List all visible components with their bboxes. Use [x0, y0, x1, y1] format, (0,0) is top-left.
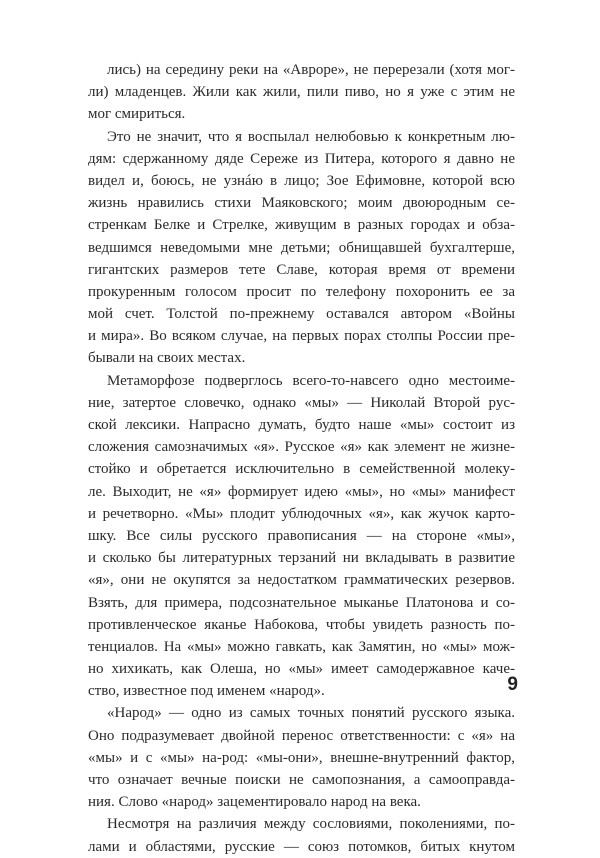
text-line: ской лексики. Напрасно думать, будто наше «мы» состоит из [88, 417, 515, 433]
text-line: лись) на середину реки на «Авроре», не перерезали (хотя мог- [107, 62, 515, 78]
text-line: ведшимся неведомыми мне детьми; обнищавшей бухгалтерше, [88, 239, 515, 256]
text-line: ли) младенцев. Жили как жили, пили пиво, но я уже с этим не [88, 84, 515, 101]
text-line: Метаморфозе подверглось всего-то-навсего одно местоиме- [107, 372, 515, 389]
text-line: Оно подразумевает двойной перенос ответственности: с «я» на [88, 727, 515, 744]
text-line: «мы» и с «мы» на-род: «мы-они», внешне-внутренний фактор, [88, 749, 515, 766]
text-line: ния. Слово «народ» зацементировало народ на века. [88, 794, 421, 811]
text-line: стренкам Белке и Стрелке, живущим в разных городах и обза- [88, 217, 515, 234]
text-line: стойко и обретается исключительно в семейственной молеку- [88, 461, 515, 478]
text-line: ле. Выходит, не «я» формирует идею «мы», но «мы» манифест [88, 483, 515, 500]
text-line: и сколько бы литературных терзаний ни вкладывать в развитие [88, 550, 515, 567]
paragraph [88, 370, 515, 703]
text-line: ство, известное под именем «народ». [88, 683, 325, 700]
text-line: Это не значит, что я воспылал нелюбовью к конкретным лю- [107, 128, 515, 145]
text-line: что означает вечные поиски не самопознания, а самооправда- [88, 772, 515, 788]
text-line: мой счет. Толстой по-прежнему оставался автором «Войны [88, 306, 515, 323]
paragraph [88, 126, 515, 370]
paragraph [88, 702, 515, 813]
text-line: сложения самозначимых «я». Русское «я» как элемент не жизне- [88, 439, 515, 456]
text-line: Несмотря на различия между сословиями, поколениями, по- [107, 816, 515, 833]
page-number: 9 [507, 674, 518, 695]
text-line: прокуренным голосом просит по телефону похоронить ее за [88, 283, 515, 300]
text-line: «я», они не окупятся за недостатком грамматических резервов. [88, 572, 515, 589]
text-line: «Народ» — одно из самых точных понятий русского языка. [107, 705, 515, 722]
text-line: лами и областями, русские — союз потомков, битых кнутом [88, 838, 515, 855]
paragraph [88, 59, 515, 126]
text-line: мог смириться. [88, 106, 186, 123]
text-line: гигантских размеров тете Славе, которая время от времени [88, 261, 515, 278]
text-line: и речетворно. «Мы» плодит ублюдочных «я», как жучок карто- [88, 505, 515, 522]
text-line: но хихикать, как Олеша, но «мы» имеет самодержавное каче- [88, 661, 515, 678]
text-line: бывали на своих местах. [88, 350, 246, 367]
text-line: тенциалов. На «мы» можно гавкать, как Замятин, но «мы» мож- [88, 638, 515, 655]
text-line: шку. Все силы русского правописания — на стороне «мы», [88, 527, 515, 544]
text-line: Взять, для примера, подсознательное мыканье Платонова и со- [88, 594, 515, 611]
text-line: жизнь нравились стихи Маяковского; моим двоюродным се- [88, 195, 515, 212]
paragraph [88, 813, 515, 857]
text-line: ние, затертое словечко, однако «мы» — Николай Второй рус- [88, 394, 515, 411]
text-line: видел и, боюсь, не узнáю в лицо; Зое Ефимовне, которой всю [88, 172, 515, 189]
book-page-text [88, 59, 515, 858]
text-line: и мира». Во всяком случае, на первых порах столпы России пре- [88, 328, 515, 345]
text-line: противленческое яканье Набокова, чтобы увидеть разность по- [88, 616, 515, 633]
text-line: дям: сдержанному дяде Сереже из Питера, которого я давно не [88, 150, 515, 167]
